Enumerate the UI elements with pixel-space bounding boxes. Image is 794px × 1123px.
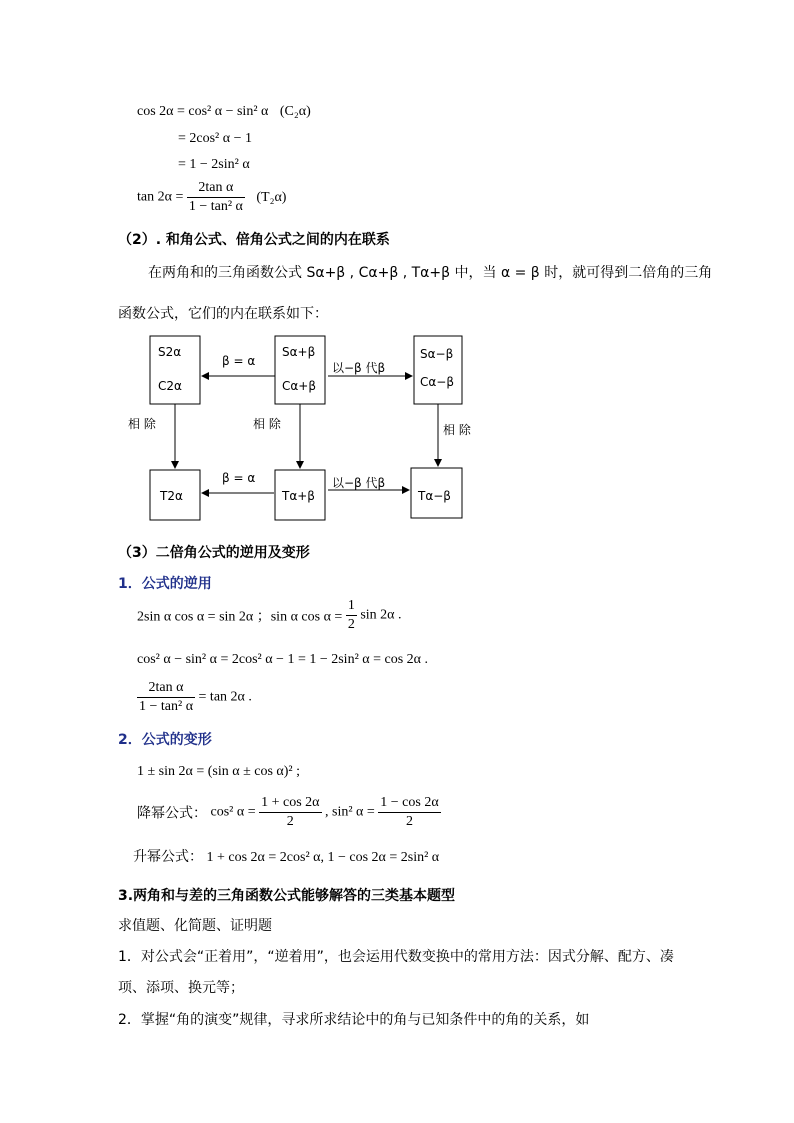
box4-label: T2α (160, 489, 183, 503)
box1-top-label: S2α (158, 345, 182, 359)
box2-bottom-label: Cα+β (282, 379, 317, 393)
formula-cos2a-line3: = 1 − 2sin² α (178, 157, 250, 172)
formula-cos2a-line2: = 2cos² α − 1 (178, 131, 252, 146)
tan2a-numerator: 2tan α (187, 180, 245, 198)
formula-inverse-2: cos² α − sin² α = 2cos² α − 1 = 1 − 2sin² α = cos 2α . (137, 652, 428, 667)
subsection-inverse-use: 1．公式的逆用 (118, 576, 212, 592)
arrow-top-left-label: β = α (222, 354, 256, 368)
box2-top-label: Sα+β (282, 345, 316, 359)
item1-line2: 项、添项、换元等； (118, 980, 244, 996)
arrow-bottom-left-label: β = α (222, 471, 256, 485)
section2-heading: （2）. 和角公式、倍角公式之间的内在联系 (118, 232, 390, 248)
divide-label-right: 相 除 (443, 423, 471, 437)
divide-label-middle: 相 除 (253, 417, 281, 431)
box3-top-label: Sα−β (420, 347, 454, 361)
formula-variant-3: 升幂公式： 1 + cos 2α = 2cos² α, 1 − cos 2α = 2sin² α (133, 849, 440, 865)
formula-variant-2: 降幂公式： cos² α = $\frac{1 + \cos 2\alpha}{2}$ , sin² α = $\frac{1 - \cos 2\alpha}{2}$ (137, 795, 439, 829)
formula-tag-t2a: (T₂α) (256, 189, 287, 205)
section3-heading: （3）二倍角公式的逆用及变形 (118, 545, 310, 561)
tan2a-denominator: 1 − tan² α (188, 199, 243, 214)
box6-label: Tα−β (418, 489, 451, 503)
formula-tan2a: tan 2α = $\frac{\text{2tan α}}{\text{1 − tan² α}}$ (T₂α) (137, 180, 287, 214)
section4-heading: 3.两角和与差的三角函数公式能够解答的三类基本题型 (118, 888, 456, 904)
formula-inverse-3: $\frac{\text{2tan α}}{\text{1 − tan² α}}$ = tan 2α . (139, 680, 252, 714)
relationship-diagram (128, 330, 500, 530)
formula-cos2a-line1: cos 2α = cos² α − sin² α (C₂α) (137, 104, 311, 119)
arrow-top-right-label: 以−β 代β (332, 361, 386, 375)
section2-paragraph-line1: 在两角和的三角函数公式 Sα+β , Cα+β , Tα+β 中，当 α = β 时，就可得到二倍角的三角 (148, 265, 713, 281)
formula-variant-1: 1 ± sin 2α = (sin α ± cos α)² ; (137, 764, 301, 779)
box3-bottom-label: Cα−β (420, 375, 455, 389)
arrow-bottom-right-label: 以−β 代β (332, 476, 386, 490)
formula-inverse-1: 2sin α cos α = sin 2α ；sin α cos α = $\frac{1}{2}$ sin 2α . (137, 598, 402, 632)
item2-line: 2．掌握“角的演变”规律，寻求所求结论中的角与已知条件中的角的关系，如 (118, 1012, 590, 1028)
item1-line1: 1．对公式会“正着用”，“逆着用”，也会运用代数变换中的常用方法：因式分解、配方、凑 (118, 949, 674, 965)
divide-label-left: 相 除 (128, 417, 156, 431)
subsection-transform: 2．公式的变形 (118, 732, 212, 748)
section2-paragraph-line2: 函数公式，它们的内在联系如下： (118, 306, 328, 322)
box1-bottom-label: C2α (158, 379, 182, 393)
box5-label: Tα+β (282, 489, 315, 503)
formula-tag-c2a: (C₂α) (279, 104, 311, 119)
problem-types: 求值题、化简题、证明题 (118, 918, 272, 934)
